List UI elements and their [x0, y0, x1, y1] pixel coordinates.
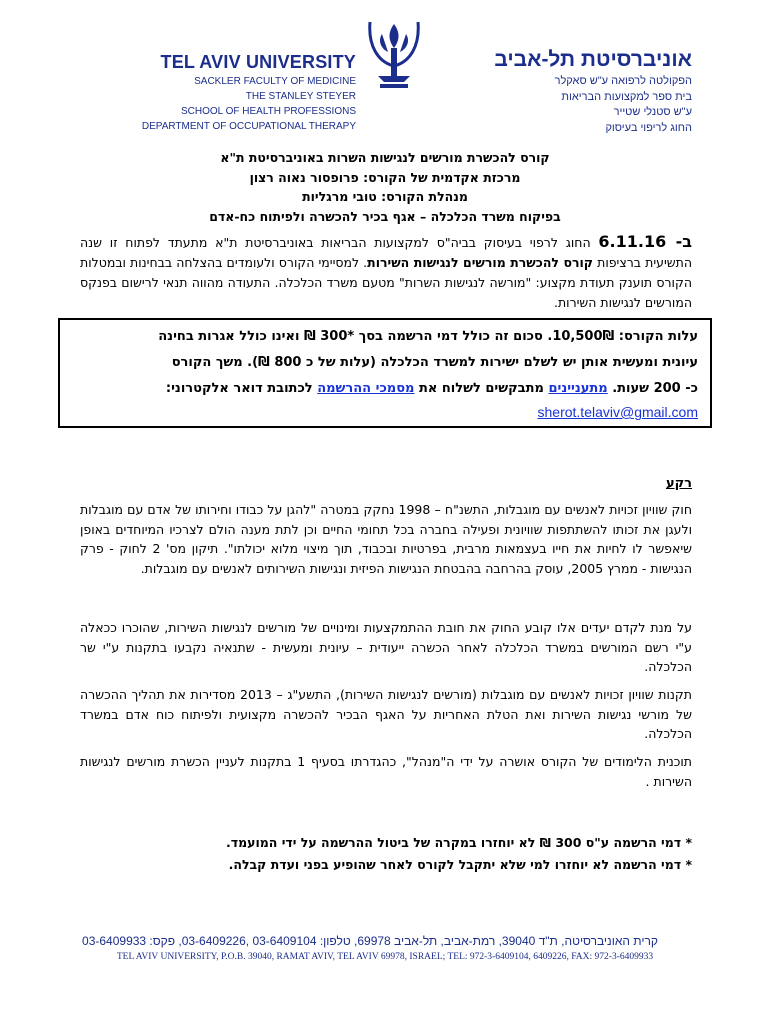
faculty-line: החוג לריפוי בעיסוק: [605, 121, 692, 134]
background-paragraph: תוכנית הלימודים של הקורס אושרה על ידי ה"מנהל", כהגדרתו בסעיף 1 בתקנות לעניין הכשרת מורשים לנגישות השירות .: [80, 754, 692, 789]
university-name-en: TEL AVIV UNIVERSITY: [160, 52, 356, 72]
supervision-line: בפיקוח משרד הכלכלה – אגף בכיר להכשרה ולפיתוח כח-אדם: [209, 208, 561, 224]
course-manager: מנהלת הקורס: טובי מרגליות: [302, 189, 468, 204]
cost-line-text: מתבקשים לשלוח את: [414, 381, 549, 396]
faculty-line: הפקולטה לרפואה ע"ש סאקלר: [554, 75, 692, 87]
interested-link[interactable]: מתעניינים: [548, 381, 608, 396]
contact-email-link[interactable]: sherot.telaviv@gmail.com: [537, 404, 698, 420]
faculty-line: SCHOOL OF HEALTH PROFESSIONS: [180, 106, 356, 117]
registration-docs-link[interactable]: מסמכי ההרשמה: [317, 381, 415, 396]
course-title-block: [60, 148, 710, 226]
cost-line: עיונית ומעשית אותן יש לשלם ישירות למשרד הכלכלה (עלות של כ 800 ₪). משך הקורס: [171, 355, 698, 370]
university-name-he: אוניברסיטת תל-אביב: [494, 48, 692, 71]
background-paragraph: חוק שוויון זכויות לאנשים עם מוגבלות, התשנ"ח – 1998 נחקק במטרה "להגן על כבודו וחירותו של אדם עם מוגבלות ולעגן את זכותו להשתתפות שוויונית ופעילה בחברה בכל תחומי החיים וכן לתת מענה הולם לצרכיו המיוחדים באופן שיאפשר לו לחיות את חייו בעצמאות מרבית, בפרטיות ובכבוד, תוך מיצוי מלוא יכולתו". תיקון מס' 2 לחוק - פרק הנגישות - ממרץ 2005, עוסק בהרחבה בהבטחת הנגישות הפיזית ונגישות השירותים לאנשים עם מוגבלות.: [80, 502, 692, 576]
intro-paragraph: [80, 232, 692, 313]
fee-note: * דמי הרשמה ע"ס 300 ₪ לא יוחזרו במקרה של ביטול ההרשמה על ידי המועמד.: [225, 835, 692, 850]
fee-notes: [80, 832, 692, 876]
background-paragraph: תקנות שוויון זכויות לאנשים עם מוגבלות (מורשים לנגישות השירות), התשע"ג – 2013 מסדירות את תהליך ההכשרה של מורשי נגישות השירות ואת הטלת האחריות על האגף הבכיר להכשרה מקצועית ולפיתוח כוח אדם במשרד הכלכלה.: [80, 687, 692, 741]
footer-address-he: קרית האוניברסיטה, ת"ד 39040, רמת-אביב, תל-אביב 69978, טלפון: 03-6409104 ,03-6409226, פקס: 03-6409933: [82, 934, 658, 948]
cost-box-text: [70, 324, 698, 402]
faculty-line: THE STANLEY STEYER: [245, 91, 356, 102]
start-date: ב- 6.11.16: [598, 232, 692, 251]
background-paragraph: על מנת לקדם יעדים אלו קובע החוק את חובת ההתמקצעות ומינויים של מורשים לנגישות השירות, שהוכרו ככאלה ע"י רשם המורשים במשרד הכלכלה לאחר הכשרה ייעודית – עיונית ומעשית - שתנאיה נקבעו בתקנות ע"י שר הכלכלה.: [80, 620, 692, 674]
academic-coordinator: מרכזת אקדמית של הקורס: פרופסור נאוה רצון: [249, 169, 521, 185]
background-heading: רקע: [665, 476, 692, 491]
cost-line: עלות הקורס: 10,500₪. סכום זה כולל דמי הרשמה בסך *300 ₪ ואינו כולל אגרות בחינה: [158, 329, 698, 344]
faculty-lines-he: [432, 74, 692, 136]
cost-line: [70, 376, 698, 402]
course-title: קורס להכשרת מורשים לנגישות השרות באוניברסיטת ת"א: [220, 150, 550, 165]
faculty-lines-en: [56, 74, 356, 134]
course-name: קורס להכשרת מורשים לנגישות השירות: [367, 255, 593, 270]
intro-text: החוג לרפוי בעיסוק בביה"ס למקצועות הבריאות באוניברסיטת ת"א מתעתד לפתוח זו שנה התשיעית ברציפות: [80, 235, 692, 270]
footer-address-en: TEL AVIV UNIVERSITY, P.O.B. 39040, RAMAT AVIV, TEL AVIV 69978, ISRAEL; TEL: 972-3-6409104, 6409226, FAX: 972-3-6409933: [116, 952, 654, 962]
faculty-line: SACKLER FACULTY OF MEDICINE: [194, 76, 356, 87]
faculty-line: ע"ש סטנלי שטייר: [613, 106, 692, 118]
cost-line-text: כ- 200 שעות.: [607, 381, 698, 396]
faculty-line: DEPARTMENT OF OCCUPATIONAL THERAPY: [141, 121, 356, 132]
faculty-line: בית ספר למקצועות הבריאות: [561, 90, 692, 103]
fee-note: * דמי הרשמה לא יוחזרו למי שלא יתקבל לקורס לאחר שהופיע בפני ועדת קבלה.: [228, 857, 692, 872]
tau-menorah-logo-icon: [364, 18, 424, 94]
intro-text: . למסיימי הקורס ולעומדים בהצלחה בבחינות ובמטלות הקורס תוענק תעודת מקצוע: "מורשה לנגישות השרות" מטעם משרד הכלכלה. התעודה מהווה תנאי לרישום בפנקס המורשים לנגישות השירות.: [80, 255, 692, 310]
cost-line-text: לכתובת דואר אלקטרוני:: [165, 381, 318, 396]
